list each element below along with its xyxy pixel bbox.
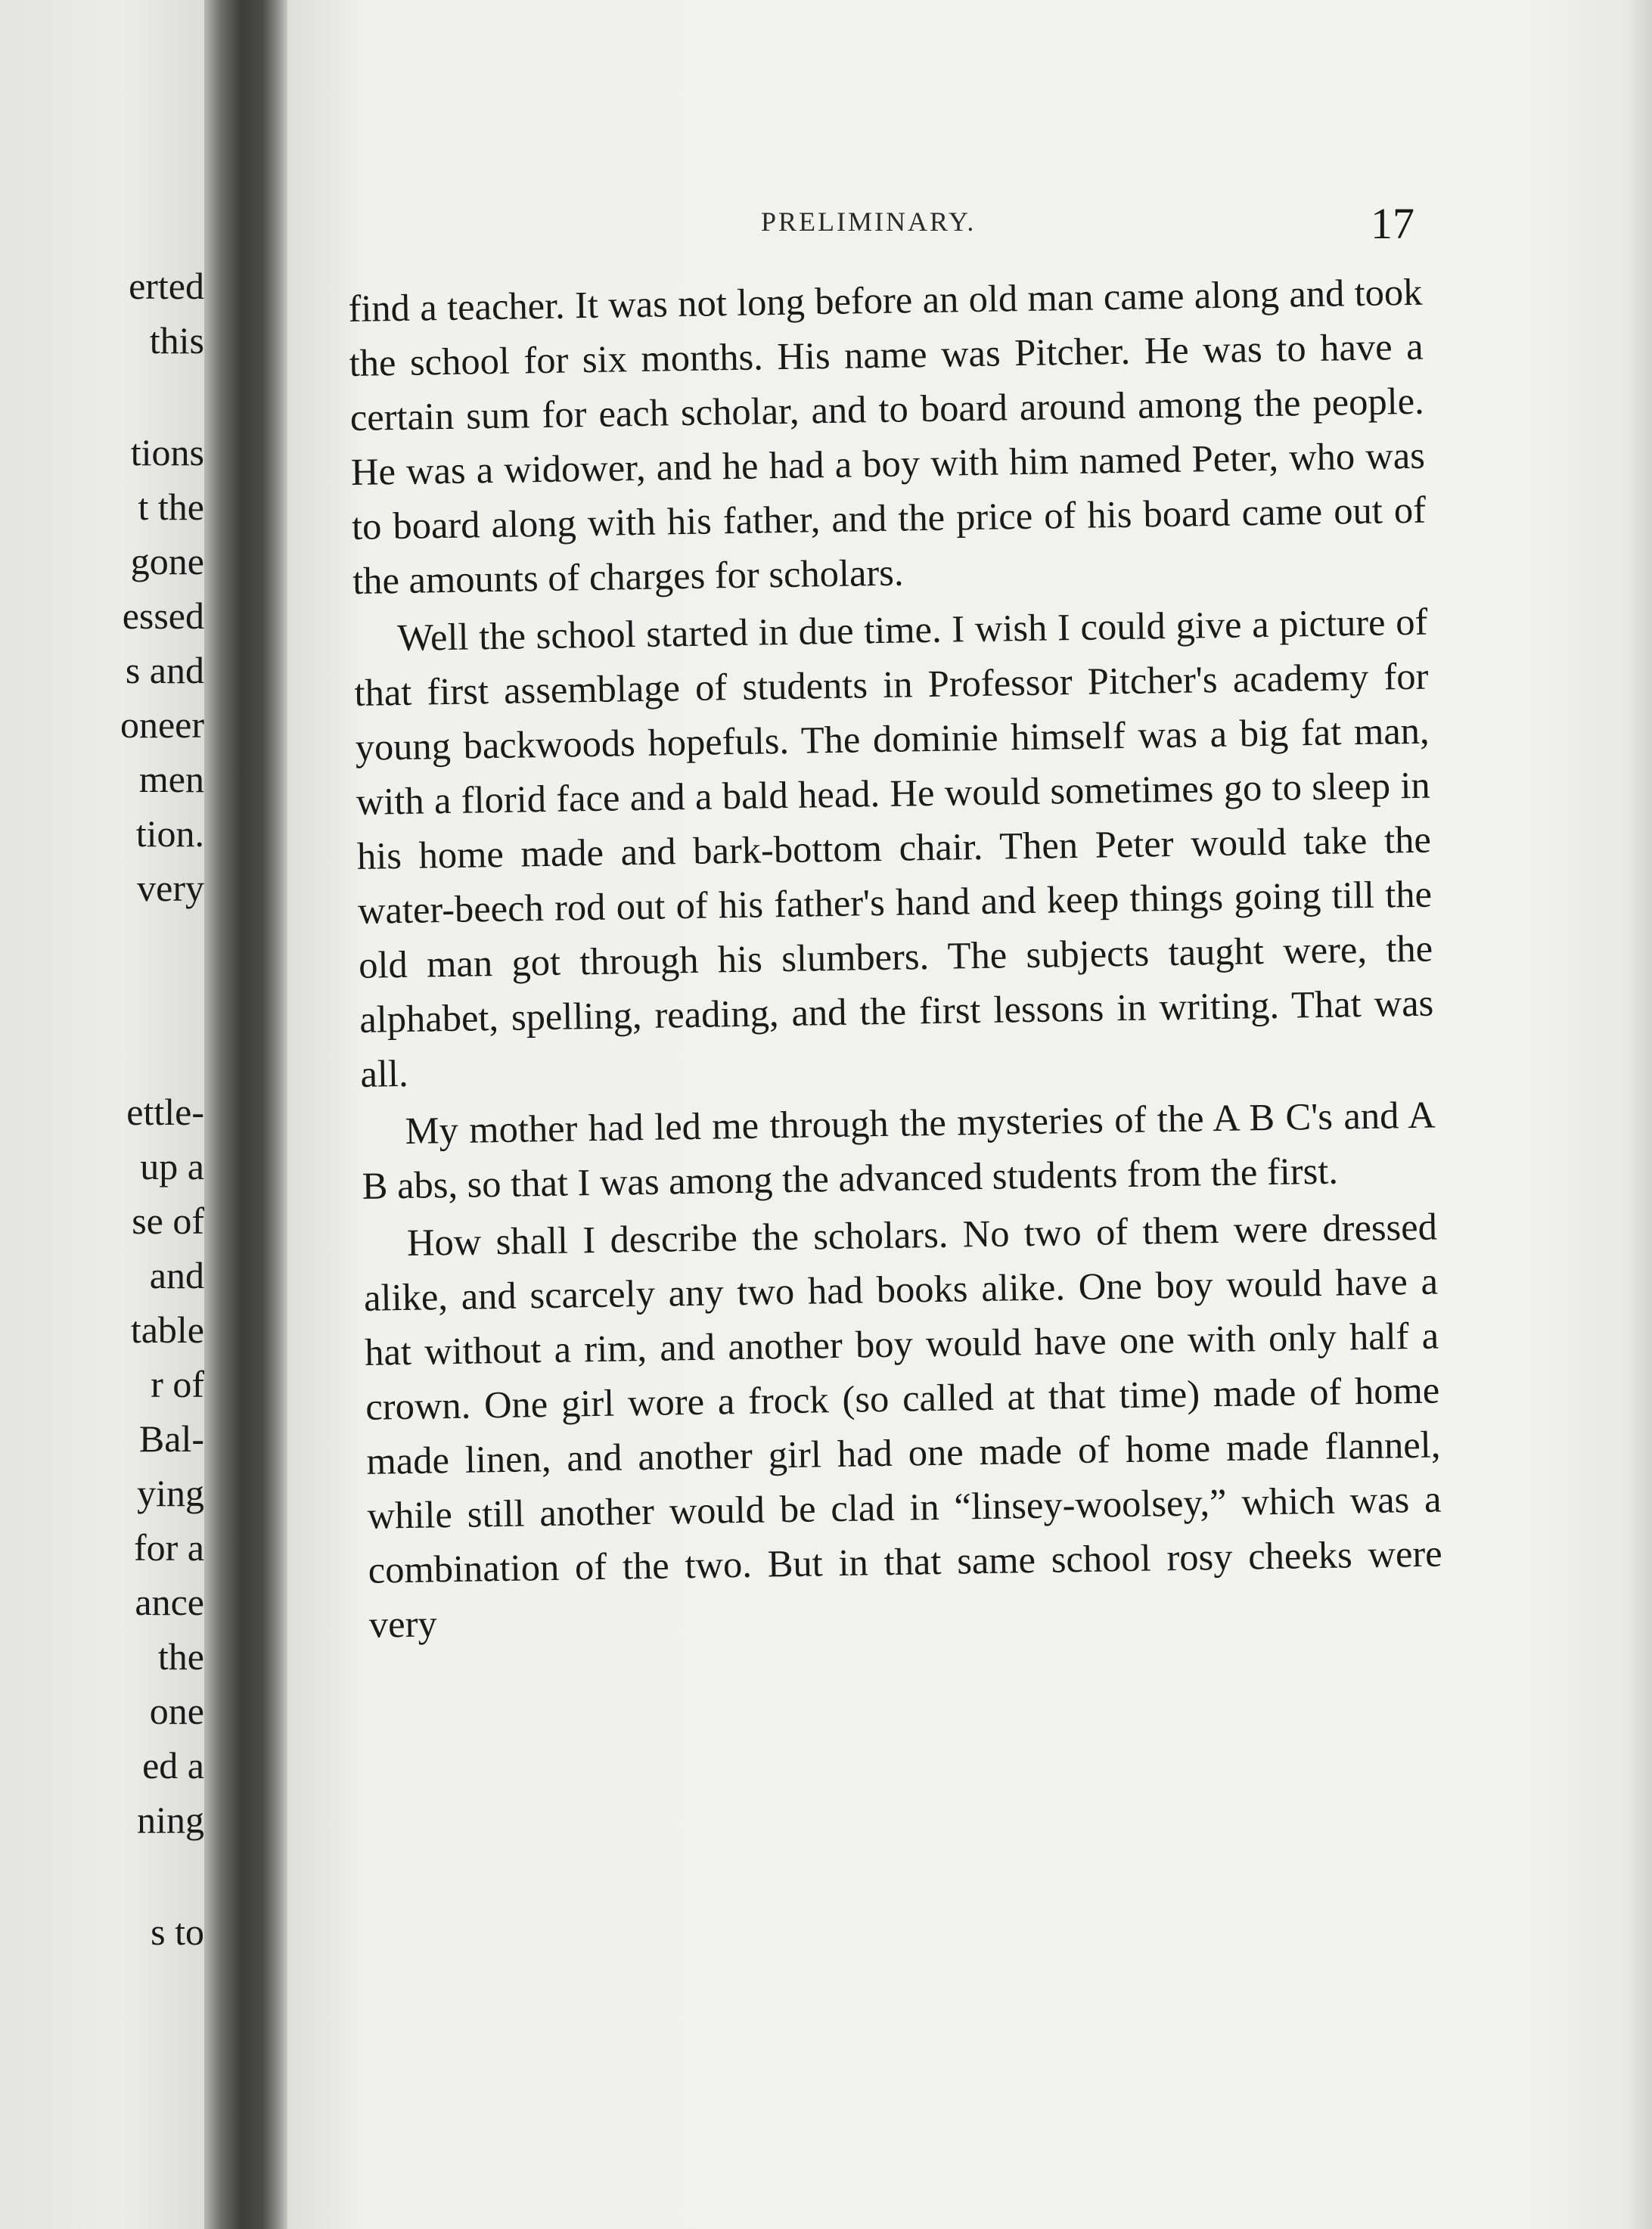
left-line: ying bbox=[137, 1472, 204, 1514]
left-line: for a bbox=[134, 1526, 204, 1569]
left-line: s and bbox=[125, 649, 204, 691]
left-line: essed bbox=[122, 595, 204, 637]
paragraph: Well the school started in due time. I wish I could give a picture of that first assemblage of students in Professor Pitcher's academy for young backwoods hopefuls. The dominie himself was a big fat man, with a florid face and a bald head. He would sometimes go to sleep in his home made and bark-bottom chair. Then Peter would take the water-beech rod out of his father's hand and keep things going till the old man got through his slumbers. The subjects taught were, the alphabet, spelling, reading, and the first lessons in writing. That was all. bbox=[354, 600, 1434, 1095]
left-line: oneer bbox=[120, 703, 204, 746]
left-line: t the bbox=[138, 486, 204, 528]
left-line: very bbox=[137, 867, 204, 909]
running-head: PRELIMINARY. bbox=[761, 206, 977, 237]
left-line: r of bbox=[151, 1363, 204, 1405]
book-gutter bbox=[204, 0, 287, 2229]
left-line: ance bbox=[135, 1581, 204, 1623]
paragraph: find a teacher. It was not long before an old man came along and took the school for six months. His name was Pitcher. He was to have a certain sum for each scholar, and to board around among the people. He was a widower, and he had a boy with him named Peter, who was to board along with his father, and the price of his board came out of the amounts of charges for scholars. bbox=[348, 270, 1427, 602]
left-line: tions bbox=[130, 431, 204, 473]
left-line: men bbox=[138, 758, 204, 800]
page-edge bbox=[1626, 0, 1652, 2229]
left-line: erted bbox=[129, 265, 204, 307]
left-line: and bbox=[149, 1254, 204, 1296]
body-text bbox=[348, 265, 1443, 1652]
left-line: up a bbox=[140, 1145, 204, 1187]
left-page-fragment bbox=[0, 0, 204, 2229]
left-line: the bbox=[157, 1635, 204, 1678]
left-line: s to bbox=[151, 1911, 204, 1953]
paragraph: My mother had led me through the mysteries of the A B C's and A B abs, so that I was among the advanced students from the first. bbox=[362, 1093, 1436, 1207]
left-line: ettle- bbox=[126, 1091, 204, 1133]
left-line: se of bbox=[132, 1200, 204, 1242]
left-line: table bbox=[130, 1309, 204, 1351]
left-line: tion. bbox=[135, 812, 204, 855]
left-line: ning bbox=[137, 1799, 204, 1841]
left-line: ed a bbox=[142, 1744, 204, 1787]
left-line: one bbox=[149, 1690, 204, 1732]
left-line: Bal- bbox=[138, 1417, 204, 1460]
left-line: this bbox=[149, 319, 204, 362]
left-line: gone bbox=[130, 540, 204, 582]
paragraph: How shall I describe the scholars. No two of them were dressed alike, and scarcely any two had books alike. One boy would have a hat without a rim, and another boy would have one with only half a crown. One girl wore a frock (so called at that time) made of home made linen, and another girl had one made of home made flannel, while still another would be clad in “linsey-woolsey,” which was a combination of the two. But in that same school rosy cheeks were very bbox=[363, 1205, 1443, 1646]
page-number: 17 bbox=[1371, 199, 1414, 248]
